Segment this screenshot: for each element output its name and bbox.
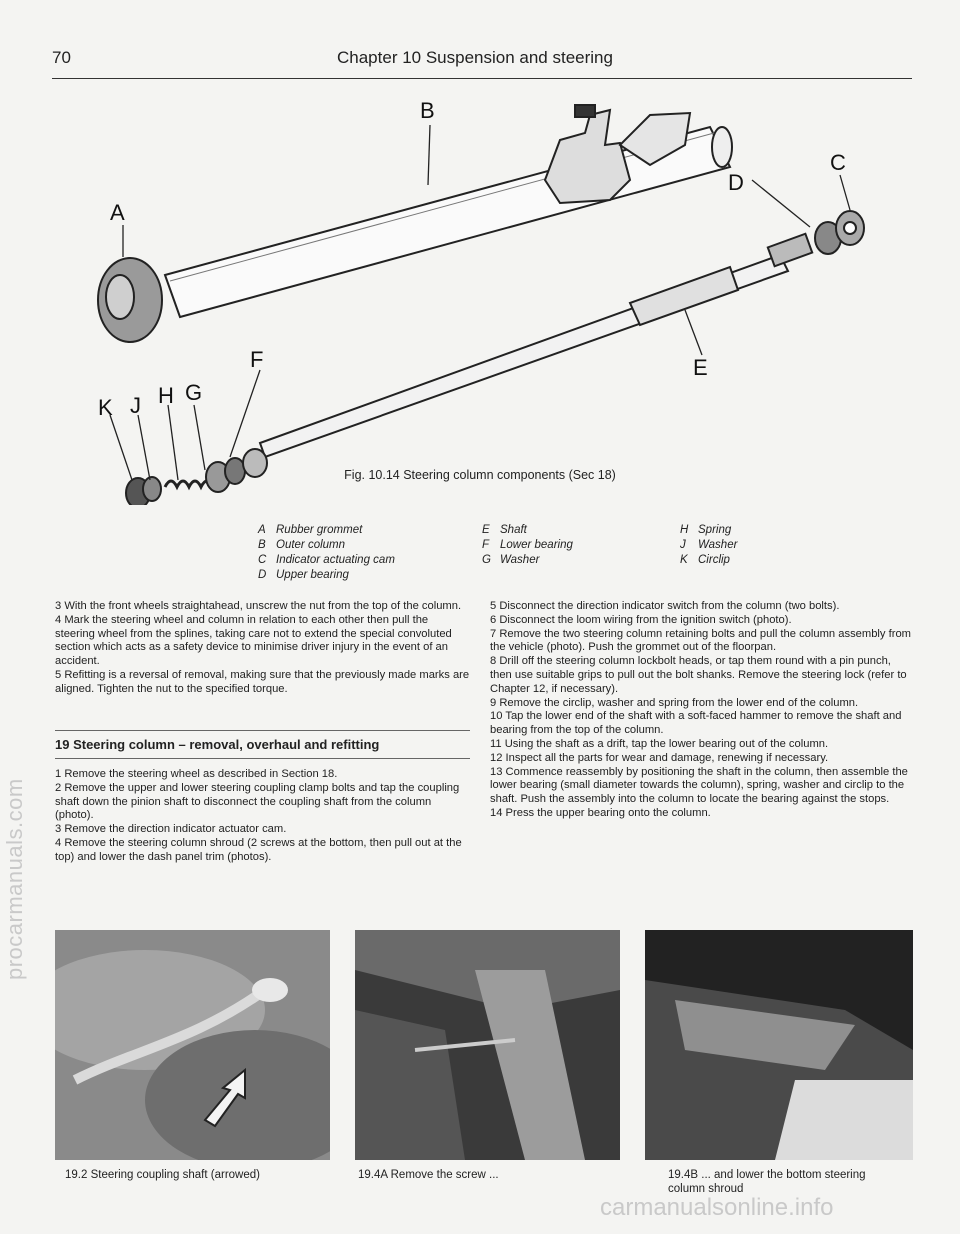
photo-steering-coupling xyxy=(55,930,330,1160)
page-number: 70 xyxy=(52,48,71,67)
paragraph: 2 Remove the upper and lower steering coupling clamp bolts and tap the coupling shaft down the pinion shaft to disconnect the coupling shaft from the column (photo). xyxy=(55,781,460,822)
paragraph: 9 Remove the circlip, washer and spring from the lower end of the column. xyxy=(490,696,859,709)
legend-item: K Circlip xyxy=(680,554,730,566)
legend-item: A Rubber grommet xyxy=(258,524,363,536)
right-column-text xyxy=(490,600,912,821)
paragraph: 12 Inspect all the parts for wear and damage, renewing if necessary. xyxy=(490,751,829,764)
paragraph: 7 Remove the two steering column retaining bolts and pull the column assembly from the vehicle (photo). Push the grommet out of the floorpan. xyxy=(490,627,911,654)
photo-caption: 19.4A Remove the screw ... xyxy=(358,1169,499,1181)
steering-column-diagram xyxy=(90,85,890,505)
legend-column-3 xyxy=(680,523,830,568)
rubber-grommet xyxy=(98,258,162,342)
label-g: G xyxy=(185,380,203,405)
legend-item: C Indicator actuating cam xyxy=(258,554,395,566)
label-e: E xyxy=(693,355,708,380)
left-column-text xyxy=(55,600,470,697)
chapter-title: Chapter 10 Suspension and steering xyxy=(337,48,613,67)
paragraph: 4 Mark the steering wheel and column in relation to each other then pull the steering wheel from the splines, taking care not to extend the special convoluted section which acts as a safety device to minimise driver injury in the event of an accident. xyxy=(55,613,452,668)
paragraph: 8 Drill off the steering column lockbolt heads, or tap them round with a pin punch, then use suitable grips to pull out the bolt shanks. Remove the steering lock (refer to Chapter 12, if necessary). xyxy=(490,655,907,695)
section-text xyxy=(55,768,470,865)
label-b: B xyxy=(420,98,435,123)
photo-caption: 19.4B ... and lower the bottom steering column shroud xyxy=(668,1169,866,1195)
paragraph: 13 Commence reassembly by positioning the shaft in the column, then assemble the lower bearing (small diameter towards the column), spring, washer and circlip to the shaft. Push the assembly into the column to locate the bearing against the stops. xyxy=(490,765,908,806)
page-header xyxy=(52,40,912,79)
side-watermark[interactable]: procarmanuals.com xyxy=(2,778,27,980)
paragraph: 5 Refitting is a reversal of removal, making sure that the previously made marks are aligned. Tighten the nut to the specified torque. xyxy=(55,668,470,695)
figure-caption: Fig. 10.14 Steering column components (Sec 18) xyxy=(344,468,616,482)
label-k: K xyxy=(98,395,113,420)
photo-lower-shroud xyxy=(645,930,913,1160)
label-j: J xyxy=(130,393,141,418)
legend-column-1 xyxy=(258,523,458,583)
upper-bearing-and-cam xyxy=(815,211,864,254)
paragraph: 14 Press the upper bearing onto the column. xyxy=(490,806,711,819)
legend-item: B Outer column xyxy=(258,539,346,551)
paragraph: 3 Remove the direction indicator actuator cam. xyxy=(55,823,287,836)
label-a: A xyxy=(110,200,125,225)
legend-item: J Washer xyxy=(680,539,738,551)
paragraph: 10 Tap the lower end of the shaft with a soft-faced hammer to remove the shaft and bearing from the top of the column. xyxy=(490,710,902,737)
bottom-watermark[interactable]: carmanualsonline.info xyxy=(600,1194,834,1221)
paragraph: 4 Remove the steering column shroud (2 screws at the bottom, then pull out at the top) and lower the dash panel trim (photos). xyxy=(55,836,462,863)
label-h: H xyxy=(158,383,174,408)
section-heading: 19 Steering column – removal, overhaul and refitting xyxy=(55,730,470,759)
paragraph: 6 Disconnect the loom wiring from the ignition switch (photo). xyxy=(490,613,792,626)
photo-remove-screw xyxy=(355,930,620,1160)
legend-item: G Washer xyxy=(482,554,540,566)
paragraph: 3 With the front wheels straightahead, unscrew the nut from the top of the column. xyxy=(55,600,462,612)
paragraph: 11 Using the shaft as a drift, tap the lower bearing out of the column. xyxy=(490,737,829,750)
paragraph: 1 Remove the steering wheel as described in Section 18. xyxy=(55,768,338,780)
legend-item: F Lower bearing xyxy=(482,539,573,551)
legend-item: E Shaft xyxy=(482,524,527,536)
label-d: D xyxy=(728,170,744,195)
paragraph: 5 Disconnect the direction indicator switch from the column (two bolts). xyxy=(490,600,840,612)
column-clamp-bracket xyxy=(545,105,630,203)
label-c: C xyxy=(830,150,846,175)
legend-item: D Upper bearing xyxy=(258,569,349,581)
legend-column-2 xyxy=(482,523,652,568)
label-f: F xyxy=(250,347,264,372)
legend-item: H Spring xyxy=(680,524,732,536)
photo-caption: 19.2 Steering coupling shaft (arrowed) xyxy=(65,1169,260,1181)
